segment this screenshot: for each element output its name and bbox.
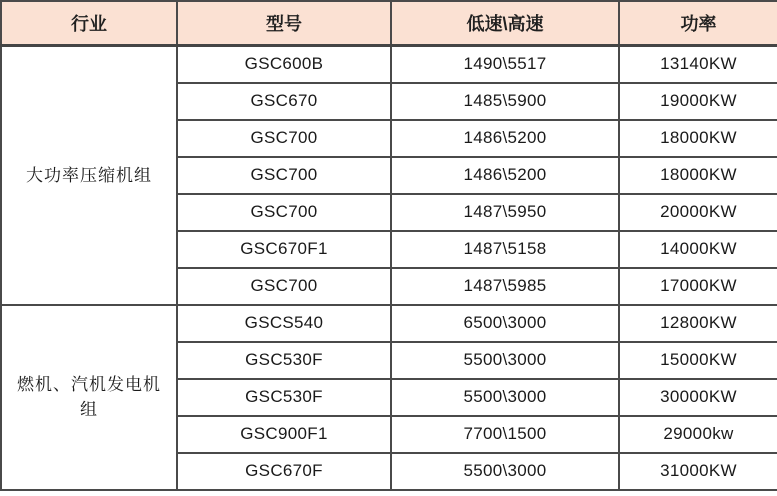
header-industry: 行业	[1, 1, 177, 46]
model-cell: GSC670F1	[177, 231, 391, 268]
header-power: 功率	[619, 1, 777, 46]
model-cell: GSC900F1	[177, 416, 391, 453]
model-cell: GSC700	[177, 120, 391, 157]
power-cell: 13140KW	[619, 46, 777, 83]
model-cell: GSCS540	[177, 305, 391, 342]
power-cell: 29000kw	[619, 416, 777, 453]
power-cell: 20000KW	[619, 194, 777, 231]
power-cell: 19000KW	[619, 83, 777, 120]
model-cell: GSC670	[177, 83, 391, 120]
speed-cell: 1487\5985	[391, 268, 619, 305]
power-cell: 14000KW	[619, 231, 777, 268]
model-cell: GSC530F	[177, 379, 391, 416]
table-row	[1, 46, 777, 83]
model-cell: GSC700	[177, 157, 391, 194]
model-cell: GSC530F	[177, 342, 391, 379]
industry-group-label: 大功率压缩机组	[1, 46, 177, 305]
table-header-row	[1, 1, 777, 46]
speed-cell: 1487\5158	[391, 231, 619, 268]
power-cell: 12800KW	[619, 305, 777, 342]
speed-cell: 1490\5517	[391, 46, 619, 83]
model-cell: GSC700	[177, 268, 391, 305]
header-speed: 低速\高速	[391, 1, 619, 46]
speed-cell: 1486\5200	[391, 157, 619, 194]
speed-cell: 6500\3000	[391, 305, 619, 342]
power-cell: 18000KW	[619, 157, 777, 194]
speed-cell: 1485\5900	[391, 83, 619, 120]
speed-cell: 1486\5200	[391, 120, 619, 157]
power-cell: 18000KW	[619, 120, 777, 157]
speed-cell: 1487\5950	[391, 194, 619, 231]
speed-cell: 5500\3000	[391, 342, 619, 379]
speed-cell: 5500\3000	[391, 379, 619, 416]
power-cell: 30000KW	[619, 379, 777, 416]
speed-cell: 7700\1500	[391, 416, 619, 453]
speed-cell: 5500\3000	[391, 453, 619, 490]
industry-group-label: 燃机、汽机发电机组	[1, 305, 177, 490]
header-model: 型号	[177, 1, 391, 46]
model-cell: GSC700	[177, 194, 391, 231]
power-cell: 31000KW	[619, 453, 777, 490]
model-cell: GSC600B	[177, 46, 391, 83]
table-row	[1, 305, 777, 342]
power-cell: 15000KW	[619, 342, 777, 379]
power-cell: 17000KW	[619, 268, 777, 305]
model-cell: GSC670F	[177, 453, 391, 490]
